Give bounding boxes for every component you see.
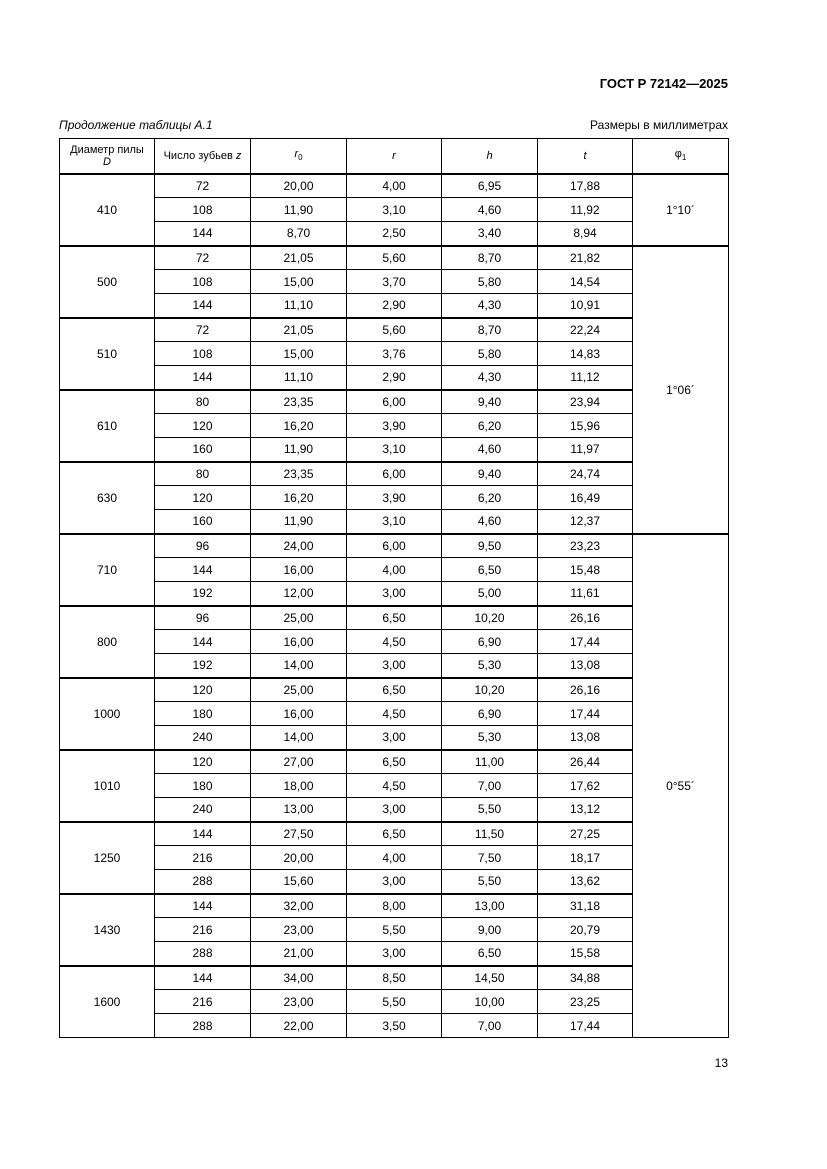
dimensions-table [59,138,729,1038]
t-cell: 13,12 [538,798,633,822]
header-diameter [60,139,155,174]
t-cell: 18,17 [538,846,633,870]
h-cell: 6,50 [442,942,538,966]
teeth-cell: 144 [155,966,251,990]
table-row [60,294,729,318]
h-cell: 6,90 [442,702,538,726]
diameter-cell: 800 [60,606,155,678]
table-row [60,750,729,774]
diameter-cell: 510 [60,318,155,390]
r0-cell: 15,00 [251,342,347,366]
teeth-cell: 80 [155,462,251,486]
table-row [60,774,729,798]
r0-cell: 18,00 [251,774,347,798]
r-cell: 2,90 [347,294,442,318]
h-cell: 9,40 [442,462,538,486]
table-row [60,1014,729,1038]
h-cell: 4,60 [442,510,538,534]
t-cell: 15,58 [538,942,633,966]
table-row [60,870,729,894]
t-cell: 11,12 [538,366,633,390]
t-cell: 17,62 [538,774,633,798]
h-cell: 7,50 [442,846,538,870]
r-cell: 6,00 [347,534,442,558]
teeth-cell: 144 [155,630,251,654]
diameter-cell: 1430 [60,894,155,966]
diameter-cell: 630 [60,462,155,534]
header-diameter-label: Диаметр пилы [70,143,144,156]
teeth-cell: 180 [155,702,251,726]
h-cell: 5,80 [442,270,538,294]
t-cell: 13,08 [538,726,633,750]
table-row [60,606,729,630]
teeth-cell: 144 [155,294,251,318]
t-cell: 15,96 [538,414,633,438]
r-cell: 4,50 [347,774,442,798]
r-cell: 6,00 [347,390,442,414]
h-cell: 11,50 [442,822,538,846]
r-cell: 2,90 [347,366,442,390]
page-number: 13 [714,1056,728,1070]
r-cell: 6,00 [347,462,442,486]
r-cell: 6,50 [347,606,442,630]
diameter-cell: 610 [60,390,155,462]
r-cell: 3,10 [347,510,442,534]
teeth-cell: 96 [155,606,251,630]
t-cell: 17,44 [538,1014,633,1038]
table-row [60,942,729,966]
h-cell: 5,00 [442,582,538,606]
diameter-cell: 500 [60,246,155,318]
table-body [60,174,729,1038]
r0-cell: 11,90 [251,198,347,222]
teeth-cell: 144 [155,822,251,846]
h-cell: 5,50 [442,798,538,822]
teeth-cell: 192 [155,654,251,678]
r0-cell: 23,35 [251,462,347,486]
h-cell: 6,20 [442,486,538,510]
teeth-cell: 144 [155,366,251,390]
r0-cell: 32,00 [251,894,347,918]
header-diameter-symbol: D [103,155,111,168]
r-cell: 3,90 [347,414,442,438]
header-teeth [155,139,251,174]
r-cell: 6,50 [347,822,442,846]
r0-cell: 25,00 [251,678,347,702]
r-cell: 3,00 [347,942,442,966]
table-row [60,966,729,990]
table-row [60,534,729,558]
table-row [60,726,729,750]
table-row [60,822,729,846]
table-row [60,246,729,270]
h-cell: 9,40 [442,390,538,414]
h-cell: 4,30 [442,366,538,390]
teeth-cell: 120 [155,750,251,774]
teeth-cell: 72 [155,174,251,198]
r-cell: 3,76 [347,342,442,366]
teeth-cell: 160 [155,438,251,462]
t-cell: 11,97 [538,438,633,462]
table-row [60,894,729,918]
h-cell: 10,00 [442,990,538,1014]
r-cell: 3,00 [347,582,442,606]
diameter-cell: 410 [60,174,155,246]
t-cell: 22,24 [538,318,633,342]
phi-cell: 1°10´ [633,174,729,246]
h-cell: 10,20 [442,606,538,630]
table-row [60,678,729,702]
table-row [60,270,729,294]
table-row [60,702,729,726]
diameter-cell: 1010 [60,750,155,822]
units-note: Размеры в миллиметрах [590,118,728,132]
teeth-cell: 160 [155,510,251,534]
teeth-cell: 216 [155,846,251,870]
table-row [60,486,729,510]
h-cell: 5,50 [442,870,538,894]
t-cell: 26,16 [538,678,633,702]
r0-cell: 14,00 [251,654,347,678]
h-cell: 9,50 [442,534,538,558]
teeth-cell: 192 [155,582,251,606]
r0-cell: 16,00 [251,558,347,582]
t-cell: 13,08 [538,654,633,678]
r0-cell: 21,05 [251,246,347,270]
r-cell: 6,50 [347,750,442,774]
h-cell: 8,70 [442,246,538,270]
h-cell: 8,70 [442,318,538,342]
teeth-cell: 180 [155,774,251,798]
teeth-cell: 108 [155,270,251,294]
r-cell: 5,50 [347,990,442,1014]
teeth-cell: 108 [155,342,251,366]
t-cell: 17,44 [538,630,633,654]
header-teeth-symbol: z [235,149,242,162]
t-cell: 23,23 [538,534,633,558]
r-cell: 8,50 [347,966,442,990]
r-cell: 3,70 [347,270,442,294]
r0-cell: 15,60 [251,870,347,894]
table-row [60,654,729,678]
r0-cell: 13,00 [251,798,347,822]
r0-cell: 25,00 [251,606,347,630]
teeth-cell: 288 [155,1014,251,1038]
r0-cell: 27,00 [251,750,347,774]
teeth-cell: 108 [155,198,251,222]
r0-cell: 14,00 [251,726,347,750]
teeth-cell: 144 [155,894,251,918]
t-cell: 27,25 [538,822,633,846]
r0-cell: 20,00 [251,846,347,870]
table-caption: Продолжение таблицы А.1 [59,118,213,132]
t-cell: 12,37 [538,510,633,534]
table-row [60,918,729,942]
r-cell: 3,50 [347,1014,442,1038]
table-row [60,414,729,438]
r0-cell: 11,10 [251,294,347,318]
h-cell: 14,50 [442,966,538,990]
table-row [60,510,729,534]
r0-cell: 23,35 [251,390,347,414]
t-cell: 20,79 [538,918,633,942]
table-row [60,390,729,414]
header-h: h [442,139,538,174]
r0-cell: 16,00 [251,630,347,654]
h-cell: 4,60 [442,198,538,222]
r-cell: 3,10 [347,438,442,462]
header-phi1 [633,139,729,174]
t-cell: 16,49 [538,486,633,510]
h-cell: 3,40 [442,222,538,246]
teeth-cell: 240 [155,726,251,750]
h-cell: 13,00 [442,894,538,918]
r0-cell: 23,00 [251,990,347,1014]
header-r0-letter: r [294,147,299,160]
t-cell: 17,88 [538,174,633,198]
header-r0 [251,139,347,174]
r-cell: 3,90 [347,486,442,510]
r-cell: 4,00 [347,174,442,198]
r0-cell: 11,90 [251,438,347,462]
r-cell: 3,00 [347,798,442,822]
table-row [60,318,729,342]
t-cell: 31,18 [538,894,633,918]
teeth-cell: 120 [155,486,251,510]
r-cell: 5,60 [347,318,442,342]
diameter-cell: 1250 [60,822,155,894]
r-cell: 6,50 [347,678,442,702]
r-cell: 4,50 [347,702,442,726]
r0-cell: 15,00 [251,270,347,294]
table-row [60,342,729,366]
t-cell: 26,16 [538,606,633,630]
r0-cell: 11,10 [251,366,347,390]
t-cell: 17,44 [538,702,633,726]
r-cell: 4,00 [347,846,442,870]
table-row [60,558,729,582]
r0-cell: 21,05 [251,318,347,342]
r0-cell: 11,90 [251,510,347,534]
table-row [60,438,729,462]
table-row [60,798,729,822]
table-row [60,462,729,486]
r0-cell: 16,00 [251,702,347,726]
teeth-cell: 72 [155,246,251,270]
teeth-cell: 72 [155,318,251,342]
teeth-cell: 120 [155,678,251,702]
h-cell: 5,30 [442,726,538,750]
table-row [60,366,729,390]
h-cell: 7,00 [442,774,538,798]
t-cell: 14,54 [538,270,633,294]
t-cell: 21,82 [538,246,633,270]
r-cell: 3,00 [347,726,442,750]
t-cell: 14,83 [538,342,633,366]
teeth-cell: 288 [155,942,251,966]
table-row [60,630,729,654]
h-cell: 6,95 [442,174,538,198]
teeth-cell: 216 [155,990,251,1014]
r0-cell: 23,00 [251,918,347,942]
r0-cell: 24,00 [251,534,347,558]
h-cell: 9,00 [442,918,538,942]
r-cell: 5,50 [347,918,442,942]
table-row [60,174,729,198]
table-row [60,990,729,1014]
h-cell: 10,20 [442,678,538,702]
r0-cell: 20,00 [251,174,347,198]
t-cell: 23,25 [538,990,633,1014]
teeth-cell: 144 [155,222,251,246]
r0-cell: 8,70 [251,222,347,246]
header-phi-letter: φ [674,147,682,160]
t-cell: 26,44 [538,750,633,774]
r0-cell: 21,00 [251,942,347,966]
table-row [60,582,729,606]
r0-cell: 16,20 [251,486,347,510]
r-cell: 4,50 [347,630,442,654]
h-cell: 6,90 [442,630,538,654]
teeth-cell: 240 [155,798,251,822]
phi-cell: 0°55´ [633,534,729,1038]
h-cell: 6,50 [442,558,538,582]
header-r: r [347,139,442,174]
standard-designation: ГОСТ Р 72142—2025 [599,76,728,91]
t-cell: 34,88 [538,966,633,990]
h-cell: 11,00 [442,750,538,774]
table-row [60,222,729,246]
header-r0-index: 0 [298,152,303,162]
t-cell: 24,74 [538,462,633,486]
t-cell: 10,91 [538,294,633,318]
teeth-cell: 216 [155,918,251,942]
h-cell: 7,00 [442,1014,538,1038]
diameter-cell: 710 [60,534,155,606]
r-cell: 3,10 [347,198,442,222]
h-cell: 6,20 [442,414,538,438]
teeth-cell: 288 [155,870,251,894]
r-cell: 3,00 [347,870,442,894]
r0-cell: 16,20 [251,414,347,438]
teeth-cell: 80 [155,390,251,414]
header-t: t [538,139,633,174]
h-cell: 5,30 [442,654,538,678]
t-cell: 13,62 [538,870,633,894]
r-cell: 2,50 [347,222,442,246]
header-phi-index: 1 [681,152,687,162]
r0-cell: 27,50 [251,822,347,846]
t-cell: 8,94 [538,222,633,246]
phi-cell: 1°06´ [633,246,729,534]
r-cell: 8,00 [347,894,442,918]
t-cell: 15,48 [538,558,633,582]
t-cell: 11,92 [538,198,633,222]
r0-cell: 22,00 [251,1014,347,1038]
r0-cell: 12,00 [251,582,347,606]
r-cell: 4,00 [347,558,442,582]
table-row [60,198,729,222]
t-cell: 23,94 [538,390,633,414]
teeth-cell: 144 [155,558,251,582]
t-cell: 11,61 [538,582,633,606]
h-cell: 4,60 [442,438,538,462]
table-header-row [60,139,729,174]
table-row [60,846,729,870]
diameter-cell: 1000 [60,678,155,750]
r-cell: 5,60 [347,246,442,270]
r0-cell: 34,00 [251,966,347,990]
diameter-cell: 1600 [60,966,155,1038]
header-teeth-label: Число зубьев [163,149,233,162]
r-cell: 3,00 [347,654,442,678]
h-cell: 5,80 [442,342,538,366]
h-cell: 4,30 [442,294,538,318]
teeth-cell: 120 [155,414,251,438]
teeth-cell: 96 [155,534,251,558]
